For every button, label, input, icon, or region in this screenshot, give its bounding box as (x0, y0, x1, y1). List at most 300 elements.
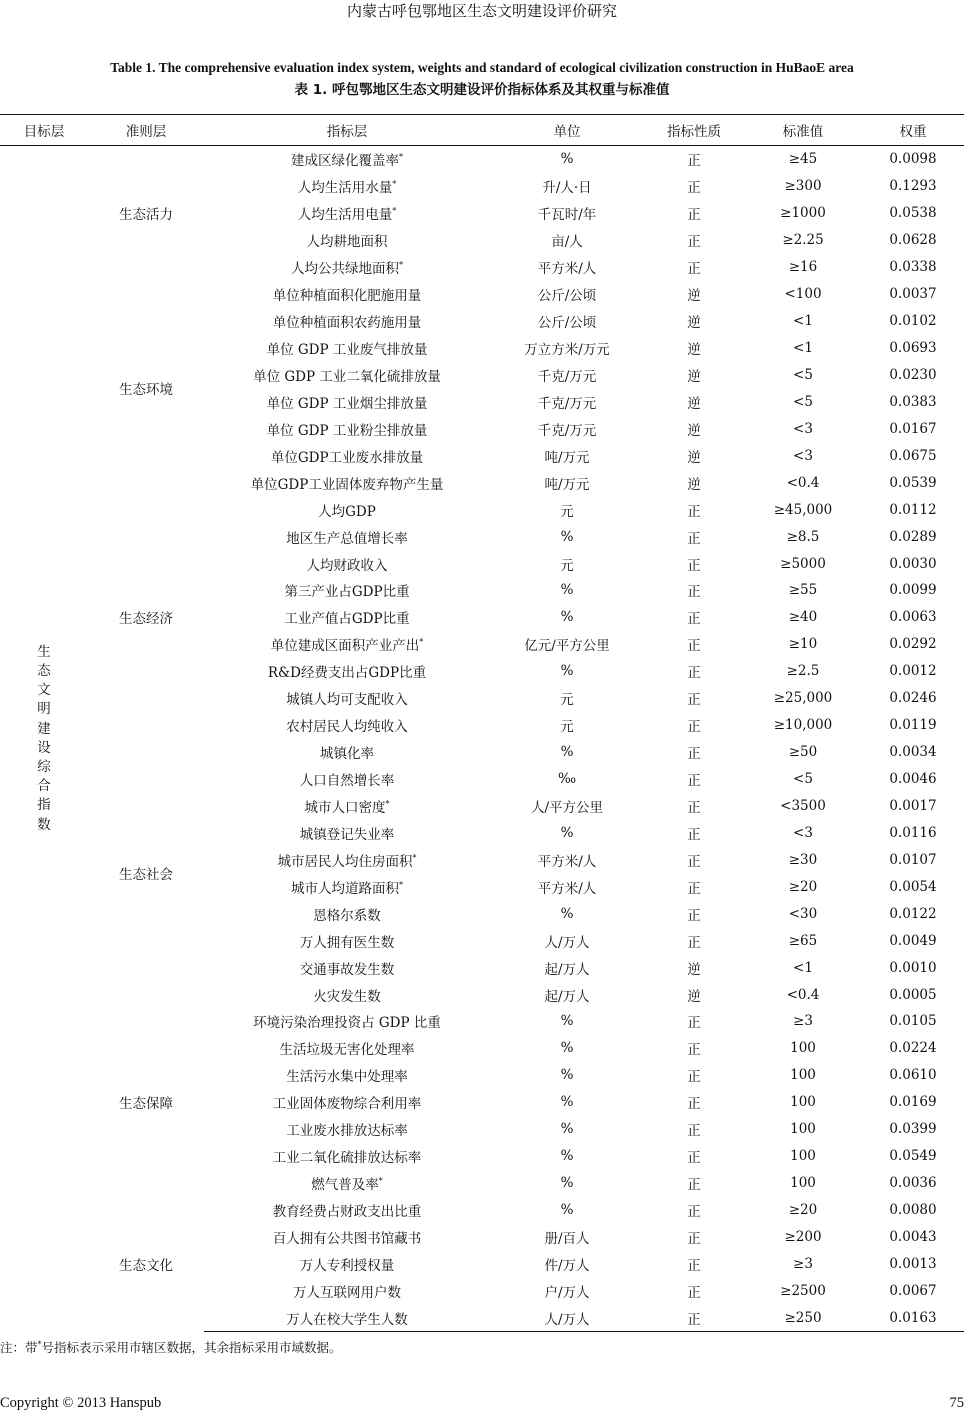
target-layer-cell (0, 146, 88, 1332)
target-char: 建 (37, 720, 51, 737)
indicator-name: 地区生产总值增长率 (286, 530, 408, 547)
table-row (0, 1197, 964, 1224)
unit-cell: % (560, 744, 574, 761)
standard-cell: ≥2500 (780, 1282, 826, 1299)
indicator-cell (204, 362, 490, 389)
target-char: 合 (37, 778, 51, 795)
nature-cell: 正 (687, 934, 701, 951)
unit-cell: % (560, 1013, 574, 1030)
standard-cell: <30 (788, 905, 818, 922)
standard-cell: <0.4 (786, 986, 820, 1003)
standard-cell: <1 (793, 340, 813, 357)
nature-cell: 正 (687, 1150, 701, 1167)
indicator-name: 万人互联网用户数 (293, 1284, 401, 1301)
indicator-cell (204, 1143, 490, 1170)
header-nature: 指标性质 (644, 115, 744, 146)
weight-cell: 0.0049 (889, 932, 937, 949)
indicator-name: 环境污染治理投资占 GDP 比重 (253, 1015, 441, 1032)
nature-cell: 正 (687, 1204, 701, 1221)
table-body (0, 146, 964, 1332)
indicator-name: 工业二氧化硫排放达标率 (272, 1150, 422, 1167)
target-char: 数 (37, 816, 51, 833)
standard-cell: <5 (793, 366, 813, 383)
nature-cell: 正 (687, 880, 701, 897)
table-header (0, 115, 964, 146)
unit-cell: % (560, 582, 574, 599)
indicator-cell (204, 900, 490, 927)
unit-cell: 亩/人 (551, 234, 583, 251)
nature-cell: 逆 (687, 449, 701, 466)
standard-cell: ≥2.25 (782, 232, 824, 249)
target-char: 指 (37, 797, 51, 814)
standard-cell: ≥10 (788, 636, 818, 653)
criteria-cell: 生态社会 (119, 867, 173, 884)
standard-cell: ≥55 (788, 582, 818, 599)
criteria-cell: 生态环境 (119, 382, 173, 399)
unit-cell: 亿元/平方公里 (524, 638, 610, 655)
weight-cell: 0.0224 (889, 1040, 937, 1057)
star-mark: * (385, 799, 390, 809)
weight-cell: 0.0675 (889, 447, 937, 464)
weight-cell: 0.0043 (889, 1228, 937, 1245)
table-row (0, 281, 964, 308)
weight-cell: 0.0036 (889, 1175, 937, 1192)
standard-cell: ≥30 (788, 851, 818, 868)
indicator-cell (204, 415, 490, 442)
header-standard: 标准值 (744, 115, 862, 146)
standard-cell: ≥300 (784, 178, 822, 195)
nature-cell: 正 (644, 1304, 744, 1331)
nature-cell: 正 (687, 180, 701, 197)
unit-cell: 吨/万元 (544, 449, 590, 466)
weight-cell: 0.0067 (889, 1282, 937, 1299)
header-indicator-layer: 指标层 (204, 115, 490, 146)
indicator-name: 工业产值占GDP比重 (284, 611, 410, 628)
unit-cell: % (560, 663, 574, 680)
indicator-name: 城镇人均可支配收入 (286, 692, 408, 709)
nature-cell: 正 (687, 1230, 701, 1247)
indicator-cell (204, 523, 490, 550)
indicator-cell (204, 631, 490, 658)
indicator-cell (204, 873, 490, 900)
weight-cell: 0.0080 (889, 1202, 937, 1219)
indicator-name: 交通事故发生数 (299, 961, 395, 978)
criteria-cell: 生态活力 (119, 207, 173, 224)
standard-cell: ≥1000 (780, 205, 826, 222)
weight-cell: 0.0013 (889, 1255, 937, 1272)
unit-cell: 千克/万元 (537, 395, 597, 412)
nature-cell: 正 (687, 1096, 701, 1113)
star-mark: * (419, 637, 424, 647)
standard-cell: <3 (793, 420, 813, 437)
nature-cell: 正 (687, 234, 701, 251)
indicator-cell (204, 388, 490, 415)
unit-cell: 升/人·日 (542, 180, 592, 197)
star-mark: * (392, 179, 397, 189)
nature-cell: 正 (687, 557, 701, 574)
weight-cell: 0.0693 (889, 340, 937, 357)
indicator-cell (204, 308, 490, 335)
weight-cell: 0.0105 (889, 1013, 937, 1030)
table-row (0, 739, 964, 766)
unit-cell: ‰ (557, 771, 577, 788)
weight-cell: 0.0399 (889, 1121, 937, 1138)
weight-cell: 0.0230 (889, 366, 937, 383)
unit-cell: 件/万人 (544, 1257, 590, 1274)
standard-cell: ≥16 (788, 259, 818, 276)
star-mark: * (399, 152, 403, 162)
indicator-cell (204, 496, 490, 523)
unit-cell: 人/平方公里 (530, 799, 604, 816)
nature-cell: 正 (687, 907, 701, 924)
standard-cell: 100 (790, 1148, 816, 1165)
standard-cell: <3500 (780, 797, 826, 814)
page-number: 75 (949, 1395, 964, 1411)
target-char: 生 (37, 643, 51, 660)
nature-cell: 逆 (687, 988, 701, 1005)
standard-cell: ≥20 (788, 878, 818, 895)
nature-cell: 正 (687, 1177, 701, 1194)
nature-cell: 正 (687, 719, 701, 736)
nature-cell: 正 (687, 530, 701, 547)
nature-cell: 逆 (687, 422, 701, 439)
nature-cell: 正 (687, 692, 701, 709)
nature-cell: 逆 (687, 342, 701, 359)
unit-cell: 户/万人 (544, 1284, 590, 1301)
target-char: 文 (37, 682, 51, 699)
indicator-name: 燃气普及率 (311, 1177, 379, 1194)
indicator-cell (204, 335, 490, 362)
standard-cell: ≥2.5 (786, 663, 820, 680)
standard-cell: 100 (790, 1094, 816, 1111)
nature-cell: 逆 (687, 288, 701, 305)
unit-cell: 册/百人 (544, 1230, 590, 1247)
indicator-cell (204, 442, 490, 469)
weight-cell: 0.0338 (889, 259, 937, 276)
nature-cell: 正 (687, 665, 701, 682)
indicator-cell (204, 281, 490, 308)
standard-cell: 100 (790, 1121, 816, 1138)
indicator-cell (204, 739, 490, 766)
weight-cell: 0.0549 (889, 1148, 937, 1165)
indicator-name: 单位 GDP 工业烟尘排放量 (266, 395, 428, 412)
header-criteria-layer: 准则层 (88, 115, 204, 146)
standard-cell: ≥65 (788, 932, 818, 949)
unit-cell: 千克/万元 (537, 368, 597, 385)
weight-cell: 0.0116 (889, 824, 937, 841)
target-char: 设 (37, 739, 51, 756)
unit-cell: % (560, 1067, 574, 1084)
indicator-name: 单位 GDP 工业废气排放量 (266, 342, 428, 359)
nature-cell: 正 (687, 503, 701, 520)
standard-cell: <1 (793, 959, 813, 976)
running-header: 内蒙古呼包鄂地区生态文明建设评价研究 (346, 2, 617, 20)
weight-cell: 0.0012 (889, 663, 937, 680)
standard-cell: ≥45,000 (773, 501, 833, 518)
standard-cell: <3 (793, 824, 813, 841)
target-char: 态 (37, 663, 51, 680)
star-mark: * (399, 260, 403, 270)
unit-cell: % (560, 151, 574, 168)
indicator-name: 人均耕地面积 (306, 234, 388, 251)
star-mark: * (412, 853, 417, 863)
standard-cell: 100 (790, 1040, 816, 1057)
nature-cell: 正 (687, 638, 701, 655)
weight-cell: 0.0112 (889, 501, 937, 518)
weight-cell: 0.0119 (889, 717, 937, 734)
indicator-cell (204, 1250, 490, 1277)
indicator-name: 生活污水集中处理率 (286, 1069, 408, 1086)
unit-cell: 平方米/人 (537, 261, 597, 278)
standard-cell: ≥40 (788, 609, 818, 626)
indicator-cell (204, 469, 490, 496)
indicator-cell (204, 1089, 490, 1116)
footnote-prefix: 注：带 (0, 1340, 38, 1355)
unit-cell: 元 (560, 719, 574, 736)
weight-cell: 0.1293 (889, 178, 937, 195)
unit-cell: % (560, 528, 574, 545)
weight-cell: 0.0017 (889, 797, 937, 814)
unit-cell: 人/万人 (490, 1304, 644, 1331)
indicator-cell (204, 1224, 490, 1251)
star-mark: * (399, 880, 403, 890)
weight-cell: 0.0054 (889, 878, 937, 895)
nature-cell: 正 (687, 584, 701, 601)
unit-cell: 人/万人 (544, 934, 590, 951)
indicator-cell (204, 927, 490, 954)
unit-cell: 吨/万元 (544, 476, 590, 493)
standard-cell: ≥250 (744, 1304, 862, 1331)
weight-cell: 0.0289 (889, 528, 937, 545)
indicator-cell (204, 685, 490, 712)
weight-cell: 0.0628 (889, 232, 937, 249)
indicator-name: 人均财政收入 (306, 557, 388, 574)
weight-cell: 0.0010 (889, 959, 937, 976)
unit-cell: % (560, 1175, 574, 1192)
weight-cell: 0.0246 (889, 690, 937, 707)
indicator-cell (204, 846, 490, 873)
evaluation-index-table (0, 114, 964, 1332)
nature-cell: 正 (687, 261, 701, 278)
table-row (0, 1008, 964, 1035)
weight-cell: 0.0169 (889, 1094, 937, 1111)
unit-cell: % (560, 905, 574, 922)
standard-cell: <0.4 (786, 474, 820, 491)
star-mark: * (392, 206, 397, 216)
indicator-name: 人均GDP (318, 503, 376, 520)
indicator-cell (204, 577, 490, 604)
indicator-name: 人均公共绿地面积 (291, 261, 399, 278)
unit-cell: % (560, 824, 574, 841)
weight-cell: 0.0610 (889, 1067, 937, 1084)
indicator-name: 单位建成区面积产业产出 (270, 638, 420, 655)
header-target-layer: 目标层 (0, 115, 88, 146)
weight-cell: 0.0037 (889, 286, 937, 303)
unit-cell: % (560, 1094, 574, 1111)
unit-cell: 起/万人 (544, 961, 590, 978)
indicator-cell (204, 1062, 490, 1089)
indicator-cell (204, 766, 490, 793)
indicator-name: 城市人均道路面积 (291, 880, 399, 897)
weight-cell: 0.0292 (889, 636, 937, 653)
indicator-name: 单位种植面积化肥施用量 (272, 288, 422, 305)
nature-cell: 逆 (687, 395, 701, 412)
indicator-cell (204, 200, 490, 227)
standard-cell: ≥3 (793, 1013, 813, 1030)
nature-cell: 逆 (687, 315, 701, 332)
standard-cell: 100 (790, 1067, 816, 1084)
table-footnote (0, 1340, 342, 1356)
nature-cell: 正 (687, 1257, 701, 1274)
indicator-name: 万人在校大学生人数 (286, 1311, 408, 1328)
standard-cell: ≥5000 (780, 555, 826, 572)
criteria-cell: 生态文化 (119, 1258, 173, 1275)
standard-cell: ≥20 (788, 1202, 818, 1219)
unit-cell: 平方米/人 (537, 853, 597, 870)
nature-cell: 正 (687, 611, 701, 628)
indicator-cell (204, 1035, 490, 1062)
indicator-cell (204, 1304, 490, 1331)
standard-cell: <1 (793, 313, 813, 330)
weight-cell: 0.0046 (889, 771, 937, 788)
indicator-name: 人均生活用水量 (297, 180, 393, 197)
weight-cell: 0.0030 (889, 555, 937, 572)
indicator-name: 单位 GDP 工业粉尘排放量 (266, 422, 428, 439)
unit-cell: 千瓦时/年 (537, 207, 597, 224)
nature-cell: 正 (687, 1284, 701, 1301)
standard-cell: ≥10,000 (773, 717, 833, 734)
indicator-cell (204, 604, 490, 631)
indicator-cell (204, 1277, 490, 1304)
indicator-name: 单位GDP工业废水排放量 (270, 449, 424, 466)
weight-cell: 0.0122 (889, 905, 937, 922)
header-weight: 权重 (862, 115, 964, 146)
indicator-name: 万人拥有医生数 (299, 934, 395, 951)
indicator-cell (204, 981, 490, 1008)
header-row (0, 115, 964, 146)
indicator-cell (204, 227, 490, 254)
standard-cell: ≥50 (788, 744, 818, 761)
weight-cell: 0.0099 (889, 582, 937, 599)
criteria-cell: 生态经济 (119, 611, 173, 628)
evaluation-index-table-container (0, 114, 964, 1332)
nature-cell: 逆 (687, 961, 701, 978)
weight-cell: 0.0102 (889, 313, 937, 330)
nature-cell: 正 (687, 1069, 701, 1086)
nature-cell: 正 (687, 1015, 701, 1032)
indicator-cell (204, 1170, 490, 1197)
indicator-name: 单位 GDP 工业二氧化硫排放量 (253, 368, 441, 385)
weight-cell: 0.0539 (889, 474, 937, 491)
target-char: 综 (37, 759, 51, 776)
indicator-cell (204, 146, 490, 173)
weight-cell: 0.0163 (862, 1304, 964, 1331)
nature-cell: 正 (687, 853, 701, 870)
table-row (0, 496, 964, 523)
unit-cell: 公斤/公顷 (537, 288, 597, 305)
indicator-name: 城市居民人均住房面积 (277, 853, 413, 870)
unit-cell: % (560, 1202, 574, 1219)
indicator-name: 工业废水排放达标率 (286, 1123, 408, 1140)
unit-cell: % (560, 1121, 574, 1138)
unit-cell: 元 (560, 503, 574, 520)
target-char: 明 (37, 701, 51, 718)
indicator-cell (204, 712, 490, 739)
standard-cell: ≥3 (793, 1255, 813, 1272)
criteria-cell: 生态保障 (119, 1096, 173, 1113)
nature-cell: 正 (687, 207, 701, 224)
weight-cell: 0.0063 (889, 609, 937, 626)
indicator-cell (204, 550, 490, 577)
indicator-name: 工业固体废物综合利用率 (272, 1096, 422, 1113)
nature-cell: 正 (687, 1042, 701, 1059)
footnote-text: 号指标表示采用市辖区数据，其余指标采用市域数据。 (41, 1340, 342, 1355)
standard-cell: <100 (784, 286, 822, 303)
header-unit: 单位 (490, 115, 644, 146)
unit-cell: 平方米/人 (537, 880, 597, 897)
nature-cell: 正 (687, 826, 701, 843)
indicator-cell (204, 1197, 490, 1224)
indicator-name: 城市人口密度 (304, 799, 386, 816)
weight-cell: 0.0034 (889, 744, 937, 761)
indicator-name: 火灾发生数 (313, 988, 381, 1005)
indicator-name: 建成区绿化覆盖率 (291, 153, 399, 170)
indicator-cell (204, 254, 490, 281)
copyright: Copyright © 2013 Hanspub (0, 1395, 162, 1411)
standard-cell: <5 (793, 393, 813, 410)
weight-cell: 0.0098 (889, 151, 937, 168)
unit-cell: 万立方米/万元 (524, 342, 610, 359)
standard-cell: ≥25,000 (773, 690, 833, 707)
weight-cell: 0.0538 (889, 205, 937, 222)
indicator-name: 恩格尔系数 (313, 907, 381, 924)
unit-cell: 元 (560, 692, 574, 709)
unit-cell: 千克/万元 (537, 422, 597, 439)
nature-cell: 正 (687, 746, 701, 763)
nature-cell: 正 (687, 1123, 701, 1140)
indicator-cell (204, 819, 490, 846)
standard-cell: <5 (793, 771, 813, 788)
unit-cell: 元 (560, 557, 574, 574)
indicator-name: 人均生活用电量 (297, 207, 393, 224)
star-mark: * (378, 1176, 383, 1186)
indicator-name: 百人拥有公共图书馆藏书 (272, 1230, 422, 1247)
table-caption-en: Table 1. The comprehensive evaluation index system, weights and standard of ecological civilization construction in HuBaoE area (110, 60, 854, 75)
indicator-cell (204, 1116, 490, 1143)
standard-cell: ≥45 (788, 151, 818, 168)
nature-cell: 正 (687, 799, 701, 816)
table-caption-zh: 表 1. 呼包鄂地区生态文明建设评价指标体系及其权重与标准值 (294, 82, 670, 98)
indicator-cell (204, 793, 490, 820)
nature-cell: 正 (687, 153, 701, 170)
indicator-cell (204, 173, 490, 200)
indicator-name: 第三产业占GDP比重 (284, 584, 410, 601)
unit-cell: 起/万人 (544, 988, 590, 1005)
indicator-name: 单位种植面积农药施用量 (272, 315, 422, 332)
indicator-name: 城镇登记失业率 (299, 826, 395, 843)
indicator-name: 农村居民人均纯收入 (286, 719, 408, 736)
indicator-cell (204, 954, 490, 981)
indicator-name: R&D经费支出占GDP比重 (267, 665, 427, 682)
table-row (0, 146, 964, 173)
nature-cell: 正 (687, 773, 701, 790)
indicator-name: 城镇化率 (320, 746, 374, 763)
indicator-name: 单位GDP工业固体废弃物产生量 (250, 476, 444, 493)
nature-cell: 逆 (687, 368, 701, 385)
indicator-name: 人口自然增长率 (299, 773, 395, 790)
indicator-cell (204, 1008, 490, 1035)
weight-cell: 0.0005 (889, 986, 937, 1003)
